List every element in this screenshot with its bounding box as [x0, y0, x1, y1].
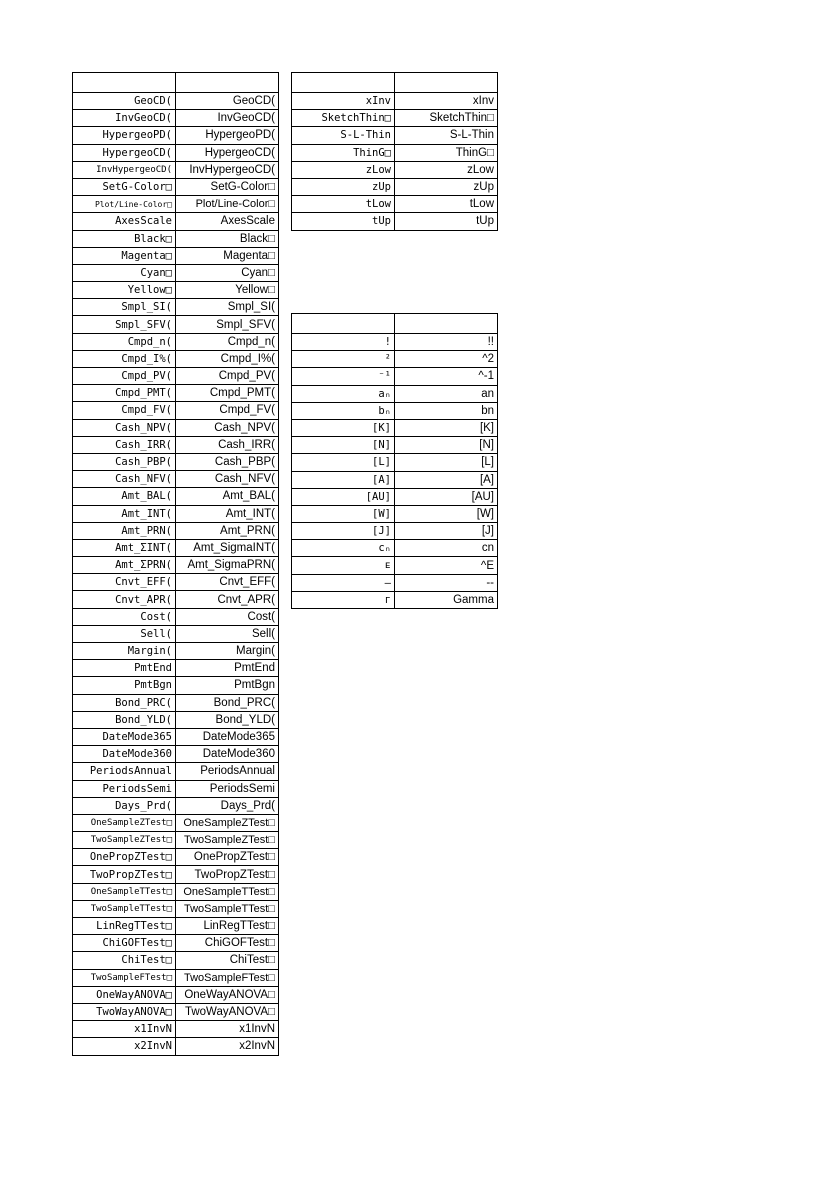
converted-cell: OneWayANOVA□: [176, 986, 279, 1003]
table-row: [292, 385, 498, 402]
table-row: [292, 540, 498, 557]
source-cell: PmtEnd: [73, 660, 176, 677]
converted-cell: HypergeoCD(: [176, 144, 279, 161]
header-cell: [176, 73, 279, 93]
converted-cell: Cmpd_I%(: [176, 350, 279, 367]
converted-cell: GeoCD(: [176, 93, 279, 110]
converted-cell: cn: [395, 540, 498, 557]
converted-cell: Cnvt_EFF(: [176, 574, 279, 591]
converted-cell: zLow: [395, 161, 498, 178]
table-row: [73, 608, 279, 625]
converted-cell: Smpl_SFV(: [176, 316, 279, 333]
source-cell: [AU]: [292, 488, 395, 505]
table-row: [73, 333, 279, 350]
converted-cell: tLow: [395, 196, 498, 213]
source-cell: PmtBgn: [73, 677, 176, 694]
table-row: [292, 591, 498, 608]
char-table-graph: [291, 72, 498, 231]
converted-cell: [K]: [395, 419, 498, 436]
source-cell: [W]: [292, 505, 395, 522]
table-row: [73, 1038, 279, 1055]
source-cell: [L]: [292, 454, 395, 471]
table-row: [292, 368, 498, 385]
source-cell: OneSampleZTest□: [73, 814, 176, 831]
table-row: [73, 144, 279, 161]
table-row: [73, 505, 279, 522]
source-cell: x2InvN: [73, 1038, 176, 1055]
header-cell: [292, 314, 395, 334]
table-row: [73, 935, 279, 952]
converted-cell: OneSampleZTest□: [176, 814, 279, 831]
table-row: [73, 866, 279, 883]
table-row: [73, 316, 279, 333]
table-row: [73, 677, 279, 694]
source-cell: InvGeoCD(: [73, 110, 176, 127]
table-row: [292, 144, 498, 161]
converted-cell: Bond_PRC(: [176, 694, 279, 711]
converted-cell: Amt_SigmaPRN(: [176, 557, 279, 574]
converted-cell: [AU]: [395, 488, 498, 505]
converted-cell: [A]: [395, 471, 498, 488]
table-row: [73, 161, 279, 178]
table-row: [292, 557, 498, 574]
source-cell: bₙ: [292, 402, 395, 419]
source-cell: OnePropZTest□: [73, 849, 176, 866]
source-cell: Sell(: [73, 625, 176, 642]
char-table-main: [72, 72, 279, 1056]
table-row: [73, 264, 279, 281]
source-cell: AxesScale: [73, 213, 176, 230]
table-header-row: [292, 73, 498, 93]
converted-cell: !!: [395, 334, 498, 351]
converted-cell: Margin(: [176, 643, 279, 660]
converted-cell: Amt_BAL(: [176, 488, 279, 505]
table-row: [73, 1021, 279, 1038]
table-row: [73, 539, 279, 556]
table-row: [73, 402, 279, 419]
converted-cell: ThinG□: [395, 144, 498, 161]
source-cell: [A]: [292, 471, 395, 488]
source-cell: TwoWayANOVA□: [73, 1003, 176, 1020]
source-cell: TwoSampleTTest□: [73, 900, 176, 917]
converted-cell: TwoWayANOVA□: [176, 1003, 279, 1020]
converted-cell: Yellow□: [176, 282, 279, 299]
converted-cell: TwoPropZTest□: [176, 866, 279, 883]
converted-cell: [J]: [395, 523, 498, 540]
source-cell: Cmpd_FV(: [73, 402, 176, 419]
converted-cell: PmtBgn: [176, 677, 279, 694]
source-cell: Cmpd_n(: [73, 333, 176, 350]
source-cell: zLow: [292, 161, 395, 178]
source-cell: xInv: [292, 93, 395, 110]
source-cell: x1InvN: [73, 1021, 176, 1038]
table-row: [292, 178, 498, 195]
table-row: [292, 110, 498, 127]
table-row: [73, 763, 279, 780]
converted-cell: DateMode360: [176, 746, 279, 763]
table-row: [292, 419, 498, 436]
source-cell: Cnvt_APR(: [73, 591, 176, 608]
converted-cell: Cmpd_n(: [176, 333, 279, 350]
converted-cell: TwoSampleFTest□: [176, 969, 279, 986]
source-cell: PeriodsSemi: [73, 780, 176, 797]
source-cell: Magenta□: [73, 247, 176, 264]
source-cell: OneWayANOVA□: [73, 986, 176, 1003]
source-cell: Smpl_SFV(: [73, 316, 176, 333]
table-row: [73, 230, 279, 247]
table-row: [73, 728, 279, 745]
table-row: [292, 213, 498, 230]
table-row: [73, 436, 279, 453]
source-cell: !: [292, 334, 395, 351]
table-row: [73, 832, 279, 849]
converted-cell: PmtEnd: [176, 660, 279, 677]
table-row: [292, 127, 498, 144]
header-cell: [73, 73, 176, 93]
table-row: [73, 797, 279, 814]
table-row: [292, 334, 498, 351]
converted-cell: Plot/Line-Color□: [176, 196, 279, 213]
source-cell: –: [292, 574, 395, 591]
converted-cell: OneSampleTTest□: [176, 883, 279, 900]
table-row: [73, 178, 279, 195]
table-row: [292, 471, 498, 488]
table-row: [292, 488, 498, 505]
source-cell: S-L-Thin: [292, 127, 395, 144]
converted-cell: Magenta□: [176, 247, 279, 264]
table-row: [73, 918, 279, 935]
table-row: [73, 350, 279, 367]
converted-cell: TwoSampleTTest□: [176, 900, 279, 917]
converted-cell: Amt_INT(: [176, 505, 279, 522]
table-row: [292, 523, 498, 540]
converted-cell: Cyan□: [176, 264, 279, 281]
table-header-row: [292, 314, 498, 334]
table-row: [73, 574, 279, 591]
source-cell: TwoSampleFTest□: [73, 969, 176, 986]
source-cell: cₙ: [292, 540, 395, 557]
table-row: [73, 780, 279, 797]
source-cell: Amt_ΣINT(: [73, 539, 176, 556]
converted-cell: Amt_SigmaINT(: [176, 539, 279, 556]
table-row: [292, 402, 498, 419]
source-cell: Cmpd_PV(: [73, 368, 176, 385]
table-row: [292, 196, 498, 213]
source-cell: PeriodsAnnual: [73, 763, 176, 780]
table-row: [73, 196, 279, 213]
converted-cell: --: [395, 574, 498, 591]
table-row: [73, 660, 279, 677]
table-row: [73, 213, 279, 230]
converted-cell: InvHypergeoCD(: [176, 161, 279, 178]
converted-cell: Cmpd_PMT(: [176, 385, 279, 402]
table-row: [73, 247, 279, 264]
converted-cell: Gamma: [395, 591, 498, 608]
table-row: [73, 746, 279, 763]
converted-cell: ^2: [395, 351, 498, 368]
source-cell: Cash_IRR(: [73, 436, 176, 453]
converted-cell: Amt_PRN(: [176, 522, 279, 539]
source-cell: HypergeoPD(: [73, 127, 176, 144]
source-cell: LinRegTTest□: [73, 918, 176, 935]
table-row: [292, 93, 498, 110]
source-cell: SetG-Color□: [73, 178, 176, 195]
source-cell: TwoPropZTest□: [73, 866, 176, 883]
converted-cell: ChiGOFTest□: [176, 935, 279, 952]
converted-cell: Cmpd_FV(: [176, 402, 279, 419]
table-header-row: [73, 73, 279, 93]
header-cell: [395, 314, 498, 334]
source-cell: TwoSampleZTest□: [73, 832, 176, 849]
table-row: [73, 282, 279, 299]
source-cell: ²: [292, 351, 395, 368]
source-cell: DateMode365: [73, 728, 176, 745]
table-row: [73, 883, 279, 900]
table-row: [73, 110, 279, 127]
source-cell: [N]: [292, 437, 395, 454]
converted-cell: PeriodsSemi: [176, 780, 279, 797]
table-row: [73, 368, 279, 385]
source-cell: Smpl_SI(: [73, 299, 176, 316]
table-row: [292, 454, 498, 471]
converted-cell: x2InvN: [176, 1038, 279, 1055]
converted-cell: InvGeoCD(: [176, 110, 279, 127]
source-cell: Plot/Line-Color□: [73, 196, 176, 213]
source-cell: aₙ: [292, 385, 395, 402]
source-cell: Bond_YLD(: [73, 711, 176, 728]
source-cell: Amt_ΣPRN(: [73, 557, 176, 574]
converted-cell: Cash_NFV(: [176, 471, 279, 488]
source-cell: Cyan□: [73, 264, 176, 281]
converted-cell: Cash_PBP(: [176, 453, 279, 470]
source-cell: Margin(: [73, 643, 176, 660]
source-cell: Days_Prd(: [73, 797, 176, 814]
table-row: [73, 643, 279, 660]
converted-cell: zUp: [395, 178, 498, 195]
table-row: [73, 127, 279, 144]
source-cell: Cash_PBP(: [73, 453, 176, 470]
converted-cell: Smpl_SI(: [176, 299, 279, 316]
source-cell: Cost(: [73, 608, 176, 625]
source-cell: [K]: [292, 419, 395, 436]
table-row: [73, 694, 279, 711]
source-cell: SketchThin□: [292, 110, 395, 127]
converted-cell: Sell(: [176, 625, 279, 642]
converted-cell: Cost(: [176, 608, 279, 625]
source-cell: ChiTest□: [73, 952, 176, 969]
source-cell: Cnvt_EFF(: [73, 574, 176, 591]
source-cell: GeoCD(: [73, 93, 176, 110]
table-row: [292, 351, 498, 368]
converted-cell: Cmpd_PV(: [176, 368, 279, 385]
converted-cell: tUp: [395, 213, 498, 230]
source-cell: InvHypergeoCD(: [73, 161, 176, 178]
source-cell: [J]: [292, 523, 395, 540]
source-cell: Bond_PRC(: [73, 694, 176, 711]
table-row: [73, 969, 279, 986]
source-cell: Cmpd_I%(: [73, 350, 176, 367]
converted-cell: S-L-Thin: [395, 127, 498, 144]
converted-cell: xInv: [395, 93, 498, 110]
source-cell: ᴇ: [292, 557, 395, 574]
table-row: [73, 952, 279, 969]
table-row: [292, 505, 498, 522]
table-row: [73, 986, 279, 1003]
source-cell: Cmpd_PMT(: [73, 385, 176, 402]
converted-cell: OnePropZTest□: [176, 849, 279, 866]
table-row: [73, 557, 279, 574]
table-row: [73, 1003, 279, 1020]
table-row: [73, 419, 279, 436]
source-cell: HypergeoCD(: [73, 144, 176, 161]
converted-cell: PeriodsAnnual: [176, 763, 279, 780]
converted-cell: LinRegTTest□: [176, 918, 279, 935]
source-cell: г: [292, 591, 395, 608]
table-row: [73, 900, 279, 917]
converted-cell: TwoSampleZTest□: [176, 832, 279, 849]
table-row: [292, 161, 498, 178]
table-row: [73, 591, 279, 608]
source-cell: ChiGOFTest□: [73, 935, 176, 952]
converted-cell: Black□: [176, 230, 279, 247]
header-cell: [292, 73, 395, 93]
converted-cell: ChiTest□: [176, 952, 279, 969]
converted-cell: SetG-Color□: [176, 178, 279, 195]
table-row: [73, 385, 279, 402]
table-row: [73, 471, 279, 488]
converted-cell: [N]: [395, 437, 498, 454]
source-cell: Black□: [73, 230, 176, 247]
table-row: [73, 299, 279, 316]
converted-cell: Days_Prd(: [176, 797, 279, 814]
table-row: [292, 437, 498, 454]
table-row: [73, 488, 279, 505]
table-row: [73, 814, 279, 831]
converted-cell: [W]: [395, 505, 498, 522]
source-cell: Amt_INT(: [73, 505, 176, 522]
table-row: [73, 522, 279, 539]
converted-cell: bn: [395, 402, 498, 419]
converted-cell: [L]: [395, 454, 498, 471]
source-cell: Cash_NFV(: [73, 471, 176, 488]
source-cell: Amt_PRN(: [73, 522, 176, 539]
table-row: [73, 453, 279, 470]
converted-cell: ^-1: [395, 368, 498, 385]
converted-cell: HypergeoPD(: [176, 127, 279, 144]
converted-cell: Bond_YLD(: [176, 711, 279, 728]
char-table-symbols: [291, 313, 498, 609]
table-row: [292, 574, 498, 591]
table-row: [73, 849, 279, 866]
converted-cell: Cnvt_APR(: [176, 591, 279, 608]
source-cell: ⁻¹: [292, 368, 395, 385]
source-cell: zUp: [292, 178, 395, 195]
converted-cell: ^E: [395, 557, 498, 574]
source-cell: Yellow□: [73, 282, 176, 299]
source-cell: Amt_BAL(: [73, 488, 176, 505]
source-cell: DateMode360: [73, 746, 176, 763]
converted-cell: Cash_NPV(: [176, 419, 279, 436]
source-cell: Cash_NPV(: [73, 419, 176, 436]
converted-cell: SketchThin□: [395, 110, 498, 127]
source-cell: OneSampleTTest□: [73, 883, 176, 900]
table-row: [73, 711, 279, 728]
converted-cell: Cash_IRR(: [176, 436, 279, 453]
converted-cell: AxesScale: [176, 213, 279, 230]
table-row: [73, 625, 279, 642]
converted-cell: x1InvN: [176, 1021, 279, 1038]
source-cell: ThinG□: [292, 144, 395, 161]
source-cell: tLow: [292, 196, 395, 213]
header-cell: [395, 73, 498, 93]
source-cell: tUp: [292, 213, 395, 230]
converted-cell: DateMode365: [176, 728, 279, 745]
table-row: [73, 93, 279, 110]
converted-cell: an: [395, 385, 498, 402]
